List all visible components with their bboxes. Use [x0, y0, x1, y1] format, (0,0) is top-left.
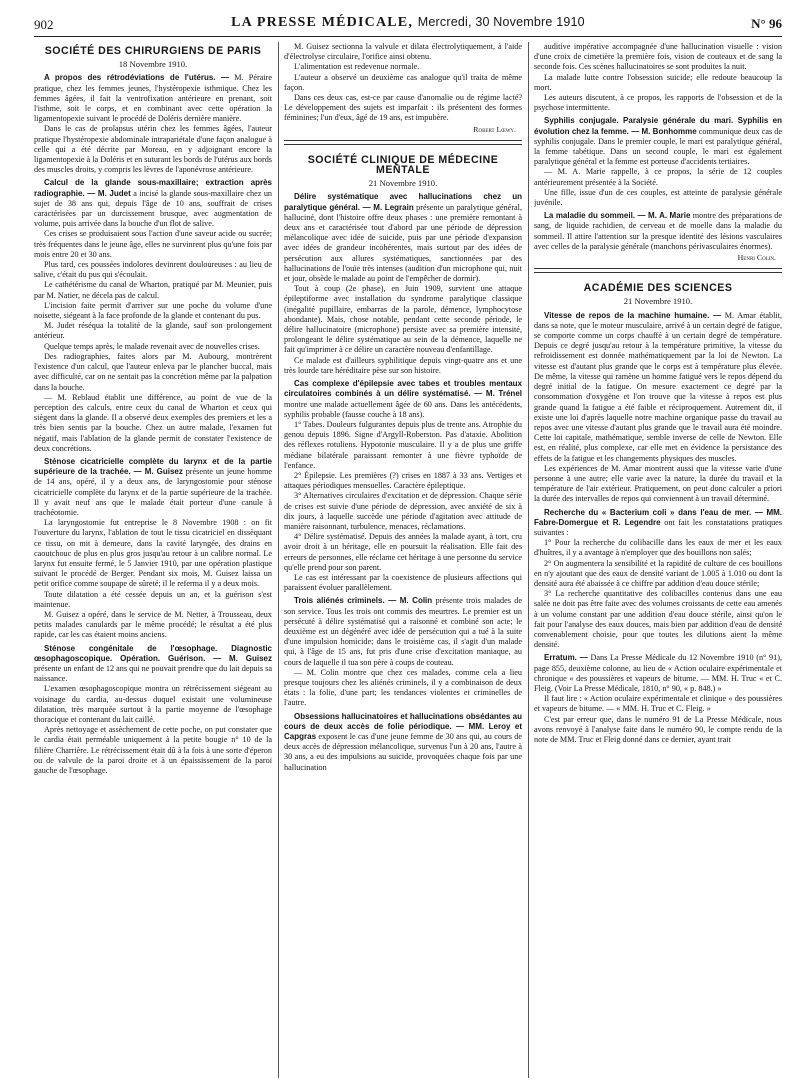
article-columns	[34, 42, 782, 1078]
article-paragraph: La maladie du sommeil. — M. A. Marie montre des préparations de sang, de liquide rachidien, de cerveau et de moelle dans la maladie du sommeil. Il attire l'attention sur la presque identité des lésions vasculaires avec celles de la paralysie générale (manchons périvasculaires énormes).	[534, 211, 782, 251]
session-date: 21 Novembre 1910.	[623, 296, 693, 307]
column-3	[534, 42, 782, 1078]
section-rule	[534, 268, 782, 273]
article-title: Sténose cicatricielle complète du larynx et de la partie supérieure de la trachée. — M. Guisez	[34, 456, 272, 477]
paragraph: M. Guisez a opéré, dans le service de M. Netter, à Trousseau, deux petits malades canulards par le même procédé; le résultat a été plus rapide, car les cas étaient moins anciens.	[34, 609, 272, 640]
article-title: Calcul de la glande sous-maxillaire; extraction après radiographie. — M. Judet	[34, 178, 272, 198]
article-paragraph: Sténose cicatricielle complète du larynx et de la partie supérieure de la trachée. — M. Guisez présente un jeune homme de 14 ans, opéré, il y a deux ans, de laryngostomie pour sténose cicatricielle complète du larynx et de la partie supérieure de la trachée. Il y avait neuf ans que le malade était porteur d'une canule à trachéotomie.	[34, 456, 272, 517]
paragraph: Les auteurs discutent, à ce propos, les rapports de l'obsession et de la psychose intermittente.	[534, 93, 782, 113]
article-paragraph: Syphilis conjugale. Paralysie générale du mari. Syphilis en évolution chez la femme. — M. Bonhomme communique deux cas de syphilis conjugale. Dans le premier couple, le mari est paralytique général, la femme tabétique. Dans un second couple, le mari est également paralytique général et la femme est porteuse d'accidents tertiaires.	[534, 116, 782, 167]
paragraph: La malade lutte contre l'obsession suicide; elle redoute beaucoup la mort.	[534, 72, 782, 92]
paragraph: 1° Tabes. Douleurs fulgurantes depuis plus de trente ans. Atrophie du genou depuis 1896. Signe d'Argyll-Roberston. Pas d'ataxie. Abolition des réflexes rotuliens. Hypotonie musculaire. Il y a de plus une griffe médiane bilatérale paraissant remonter à une fièvre typhoïde de l'enfance.	[284, 419, 522, 470]
paragraph: L'alimentation est redevenue normale.	[294, 62, 420, 72]
page-number: 902	[34, 17, 54, 32]
paragraph: 4° Délire systématisé. Depuis des années la malade ayant, à tort, cru avoir droit à un héritage, elle en poursuit la réalisation. Elle fait des erreurs de personnes, elle réclame cet héritage à une personne du service qu'elle prend pour son parent.	[284, 532, 522, 572]
paragraph: — M. Colin montre que chez ces malades, comme cela a lieu presque toujours chez les aliénés criminels, il y a combinaison de deux états : la folie, d'une part; les tendances violentes et criminelles de l'autre.	[284, 667, 522, 708]
article-title: A propos des rétrodéviations de l'utérus. —	[44, 73, 229, 83]
paragraph: 1° Pour la recherche du colibacille dans les eaux de mer et les eaux d'huîtres, il y a avantage à n'employer que des bouillons non salés;	[534, 538, 782, 558]
paragraph: Quelque temps après, le malade revenait avec de nouvelles crises.	[44, 341, 260, 351]
session-date: 21 Novembre 1910.	[368, 178, 438, 189]
author-signature: Henri Colin.	[737, 253, 776, 263]
paragraph: 2° Épilepsie. Les premières (?) crises en 1887 à 33 ans. Vertiges et attaques périodiques mensuelles. Caractère épileptique.	[284, 470, 522, 491]
article-title: Recherche du « Bacterium coli » dans l'eau de mer. — MM. Fabre-Domergue et R. Legendre	[534, 507, 782, 527]
author-signature: Robert Lœwy.	[473, 124, 516, 134]
article-title: Cas complexe d'épilepsie avec tabes et troubles mentaux circulatoires combinés à un délire systématisé. — M. Trénel	[284, 379, 522, 399]
article-title: Erratum. —	[544, 653, 588, 663]
paragraph: Des radiographies, faites alors par M. Aubourg, montrèrent l'existence d'un calcul, que l'auteur enleva par le plancher buccal, mais avec difficulté, car on ne sentait pas la concrétion même par la palpation dans la bouche.	[34, 351, 272, 392]
column-1	[34, 42, 272, 1078]
paragraph: — M. Reblaud établit une différence, au point de vue de la perception des calculs, entre ceux du canal de Wharton et ceux qui siègent dans la glande. Il a observé deux exemples des premiers et les a très bien sentis par la bouche. Chez un autre malade, l'examen fut négatif, mais l'ablation de la glande permit de constater l'existence de deux concrétions.	[34, 392, 272, 453]
article-paragraph: Erratum. — Dans La Presse Médicale du 12 Novembre 1910 (n° 91), page 855, deuxième colonne, au lieu de « Action oculaire expérimentale et chronique « des poussières et vapeurs de bitume. — MM. H. Truc « et C. Fleig. (Voir La Presse Médicale, 1810, n° 90, « p. 848.) »	[534, 653, 782, 693]
paragraph: L'auteur a observé un deuxième cas analogue qu'il traita de même façon.	[284, 72, 522, 92]
society-heading: ACADÉMIE DES SCIENCES	[583, 282, 733, 295]
journal-title	[34, 15, 782, 31]
paragraph: Plus tard, ces poussées indolores devinrent douloureuses : au lieu de salive, c'était du pus qui s'écoulait.	[34, 260, 272, 280]
paragraph: M. Guisez sectionna la valvule et dilata électrolytiquement, à l'aide d'électrolyse circulaire, l'orifice ainsi obtenu.	[284, 42, 522, 62]
paragraph: Les expériences de M. Amar montrent aussi que la vitesse varie d'une personne à une autre; elle varie avec la nature, la durée du travail et la température de l'air extérieur. Pratiquement, on peut donc calculer a priori la durée des intervalles de repos qui conviennent à un travail déterminé.	[534, 463, 782, 504]
paragraph: Le cathétérisme du canal de Wharton, pratiqué par M. Meunier, puis par M. Natier, ne décela pas de calcul.	[34, 280, 272, 300]
paragraph: Une fille, issue d'un de ces couples, est atteinte de paralysie générale juvénile.	[534, 187, 782, 208]
paragraph: auditive impérative accompagnée d'une hallucination visuelle : vision d'une croix de cimetière la première fois, vision de couteaux et de sang la seconde fois. Ces scènes hallucinatoires se sont produites la nuit.	[534, 42, 782, 72]
article-paragraph: Trois aliénés criminels. — M. Colin présente trois malades de son service. Tous les trois ont commis des meurtres. Le premier est un persécuté à délire systématisé qui a raisonné et combiné son acte; le deuxième est un dégénéré avec idée de persécution qui a tué à la suite d'une impulsion homicide; dans le troisième cas, il s'agit d'un malade qui, à l'âge de 15 ans, fut pris d'une crise d'excitation maniaque, au cours de laquelle il tua son père à coups de couteau.	[284, 596, 522, 667]
column-divider	[528, 42, 529, 1078]
article-paragraph: Calcul de la glande sous-maxillaire; extraction après radiographie. — M. Judet a incisé la glande sous-maxillaire chez un sujet de 38 ans qui, depuis l'âge de 10 ans, souffrait de crises caractérisées par un durcissement brusque, avec augmentation de volume, puis arrivée dans la bouche d'un flot de salive.	[34, 178, 272, 229]
article-paragraph: Délire systématique avec hallucinations chez un paralytique général. — M. Legrain présente un paralytique général, halluciné, dont l'histoire offre deux phases : une première remontant à deux ans et caractérisée tout d'abord par une période de dépression mélancolique avec idée de suicide, puis par une période d'expansion avec idées de grandeur incohérentes, mais surtout par des idées de persécution aux allures systématiques, sanctionnées par des hallucinations de l'ouïe très intenses (audition d'un microphone qui, nuit et jour, obsède le malade au point de l'empêcher de dormir).	[284, 192, 522, 284]
paragraph: L'examen œsophagoscopique montra un rétrécissement siégeant au voisinage du cardia, au-dessus duquel existait une volumineuse dilatation, très marquée surtout à la partie moyenne de l'œsophage thoracique et contenant du lait caillé.	[34, 684, 272, 724]
session-date: 18 Novembre 1910.	[118, 59, 188, 70]
paragraph: 2° On augmentera la sensibilité et la rapidité de culture de ces bouillons en n'y ajoutant que des eaux de densité variant de 1.005 à 1.010 ou dont la densité aura été abaissée à ce chiffre par addition d'eau douce stérile;	[534, 558, 782, 588]
article-paragraph: Vitesse de repos de la machine humaine. — M. Amar établit, dans sa note, que le moteur musculaire, arrivé à un certain degré de fatigue, se comporte comme un corps chauffé à un certain degré de température. Depuis ce degré jusqu'au retour à la température primitive, la vitesse du refroidissement est donnée mathématiquement par la loi de Newton. La vitesse est d'autant plus grande que le corps est à température plus élevée. De même, la vitesse qui ramène un homme fatigué vers le repos dépend du degré initial de la fatigue. On mesure exactement ce degré par la consommation d'oxygène et l'on trouve que la vitesse à repos est plus grande quand la fatigue a été faible et réciproquement. Autrement dit, il existe une loi d'après laquelle notre machine organique passe du travail au repos avec une vitesse d'autant plus grande que le travail aura été moindre. Cette loi capitale, mathématique, semble inverse de celle de Newton. Elle est, en réalité, plus complexe, car elle met en évidence la persistance des effets de la fatigue et les changements physiques des muscles.	[534, 310, 782, 463]
paragraph: Tout à coup (2e phase), en Juin 1909, survient une attaque épileptiforme avec installation du syndrome paralytique classique (inégalité pupillaire, embarras de la parole, démence, lymphocytose abondante). Mais, chose notable, pendant cette seconde période, le délire hallucinatoire (microphone) persiste avec sa première intensité, prolongeant le délire systématique au sein de la démence, laquelle ne fait qu'imprimer à ce délire un caractère nouveau d'enfantillage.	[284, 284, 522, 355]
paragraph: Dans le cas de prolapsus utérin chez les femmes âgées, l'auteur pratique l'hystéropexie abdominale intrapariétale d'une façon analogue à celle qui a été décrite par Moreau, en y adjoignant encore la ligamentopexie à la Doléris et en suturant les bords de l'utérus aux bords des muscles droits, y compris les lèvres de l'aponévrose antérieure.	[34, 124, 272, 175]
paragraph: 3° La recherche quantitative des colibacilles contenus dans une eau salée ne doit pas être faite avec des volumes croissants de cette eau amenés à un volume constant par une addition d'eau douce stérile, ainsi qu'on le fait pour l'analyse des eaux douces, mais bien par addition d'eau de densité convenablement choisie, pour que toutes les dilutions aient la même densité.	[534, 589, 782, 650]
paragraph: Toute dilatation a été cessée depuis un an, et la guérison s'est maintenue.	[34, 589, 272, 609]
article-title: Syphilis conjugale. Paralysie générale du mari. Syphilis en évolution chez la femme. — M. Bonhomme	[534, 116, 782, 136]
society-heading: SOCIÉTÉ CLINIQUE DE MÉDECINE MENTALE	[307, 153, 499, 177]
paragraph: C'est par erreur que, dans le numéro 91 de La Presse Médicale, nous avons renvoyé à l'analyse faite dans le numéro 90, le compte rendu de la note de MM. Truc et Fleig donné dans ce dernier, ayant trait	[534, 714, 782, 744]
issue-number: N° 96	[751, 16, 782, 31]
article-title: Délire systématique avec hallucinations chez un paralytique général. — M. Legrain	[284, 192, 522, 212]
running-header	[34, 14, 782, 37]
paragraph: Le cas est intéressant par la coexistence de plusieurs affections qui paraissent évoluer parallèlement.	[284, 572, 522, 593]
paragraph: 3° Alternatives circulaires d'excitation et de dépression. Chaque série de crises est suivie d'une période de dépression, avec anxiété de six à dix jours, à laquelle succède une période d'agitation avec attitude de manière raisonnant, turbulence, menaces, réclamations.	[284, 491, 522, 531]
journal-name: LA PRESSE MÉDICALE,	[231, 15, 414, 30]
paragraph: Dans ces deux cas, est-ce par cause d'anomalie ou de régime lacté? Le développement des sujets est imparfait : ils présentent des formes féminines; l'un d'eux, âgé de 19 ans, est impubère.	[284, 93, 522, 123]
paragraph: Il faut lire : « Action oculaire expérimentale et clinique « des poussières et vapeurs de bitume. — « MM. H. Truc et C. Fleig. »	[534, 694, 782, 714]
paragraph: La laryngostomie fut entreprise le 8 Novembre 1908 : on fit l'ouverture du larynx, l'ablation de tout le tissu cicatriciel en dissèquant ce tissu, on mit à demeure, dans la cavité laryngée, des drains en caoutchouc de plus en plus gros jusqu'au retour à un calibre normal. Le larynx fut ensuite fermé, le 5 Janvier 1910, par une opération plastique suivant le procédé de Berger. Pendant six mois, M. Guisez laissa un petit orifice comme soupape de sûreté; il le referma il y a deux mois.	[34, 518, 272, 589]
paragraph: M. Judet réséqua la totalité de la glande, sauf son prolongement antérieur.	[34, 321, 272, 341]
article-paragraph: A propos des rétrodéviations de l'utérus. — M. Péraire pratique, chez les femmes jeunes, l'hystéropexie isthmique. Chez les femmes âgées, il fait la ventrofixation antérieure en prenant, soit l'isthme, soit le corps, et en combinant avec cette opération la ligamentopexie suivant le procédé de Doléris dernière manière.	[34, 73, 272, 124]
article-title: Sténose congénitale de l'œsophage. Diagnostic œsophagoscopique. Opération. Guérison. — M. Guisez	[34, 643, 272, 663]
paragraph: Ce malade est d'ailleurs syphilitique depuis vingt-quatre ans et une très lourde tare héréditaire pèse sur son histoire.	[284, 355, 522, 375]
society-heading: SOCIÉTÉ DES CHIRURGIENS DE PARIS	[44, 45, 262, 57]
column-divider	[278, 42, 279, 1078]
article-title: Vitesse de repos de la machine humaine. —	[544, 310, 722, 320]
column-2	[284, 42, 522, 1078]
issue-date: Mercredi, 30 Novembre 1910	[417, 15, 585, 29]
article-paragraph: Sténose congénitale de l'œsophage. Diagnostic œsophagoscopique. Opération. Guérison. — M. Guisez présente un enfant de 12 ans qui ne pouvait prendre que du lait depuis sa naissance.	[34, 643, 272, 684]
article-paragraph: Obsessions hallucinatoires et hallucinations obsédantes au cours de deux accès de folie périodique. — MM. Leroy et Capgras exposent le cas d'une jeune femme de 30 ans qui, au cours de deux accès de dépression mélancolique, survenus l'un à 20 ans, l'autre à 30 ans, a eu des impulsions au suicide, provoquées chaque fois par une hallucination	[284, 711, 522, 772]
article-paragraph: Cas complexe d'épilepsie avec tabes et troubles mentaux circulatoires combinés à un délire systématisé. — M. Trénel montre une malade actuellement âgée de 60 ans. Dans les antécédents, syphilis probable (fausse couche à 18 ans).	[284, 379, 522, 419]
paragraph: Après nettoyage et assèchement de cette poche, on put constater que le cardia était perméable uniquement à la petite bougie n° 10 de la filière Charrière. Le rétrécissement était dû à la fois à une sorte d'éperon ou de valvule de la paroi droite et à un épaississement de la paroi gauche de l'œsophage.	[34, 725, 272, 776]
paragraph: — M. A. Marie rappelle, à ce propos, la série de 12 couples antérieurement présentée à la Société.	[534, 167, 782, 187]
paragraph: L'incision faite permit d'arriver sur une poche du volume d'une noisette, siégeant à la face profonde de la glande et contenant du pus.	[34, 300, 272, 321]
article-title: Trois aliénés criminels. — M. Colin	[294, 596, 433, 606]
paragraph: Ces crises se produisaient sous l'action d'une saveur acide ou sucrée; très fréquentes dans le jeune âge, elles ne survinrent plus qu'une fois par mois entre 20 et 30 ans.	[34, 229, 272, 259]
article-paragraph: Recherche du « Bacterium coli » dans l'eau de mer. — MM. Fabre-Domergue et R. Legendre ont fait les constatations pratiques suivantes :	[534, 507, 782, 537]
section-rule	[284, 140, 522, 145]
article-title: La maladie du sommeil. — M. A. Marie	[544, 211, 691, 221]
article-title: Obsessions hallucinatoires et hallucinations obsédantes au cours de deux accès de folie périodique. — MM. Leroy et Capgras	[284, 711, 522, 741]
